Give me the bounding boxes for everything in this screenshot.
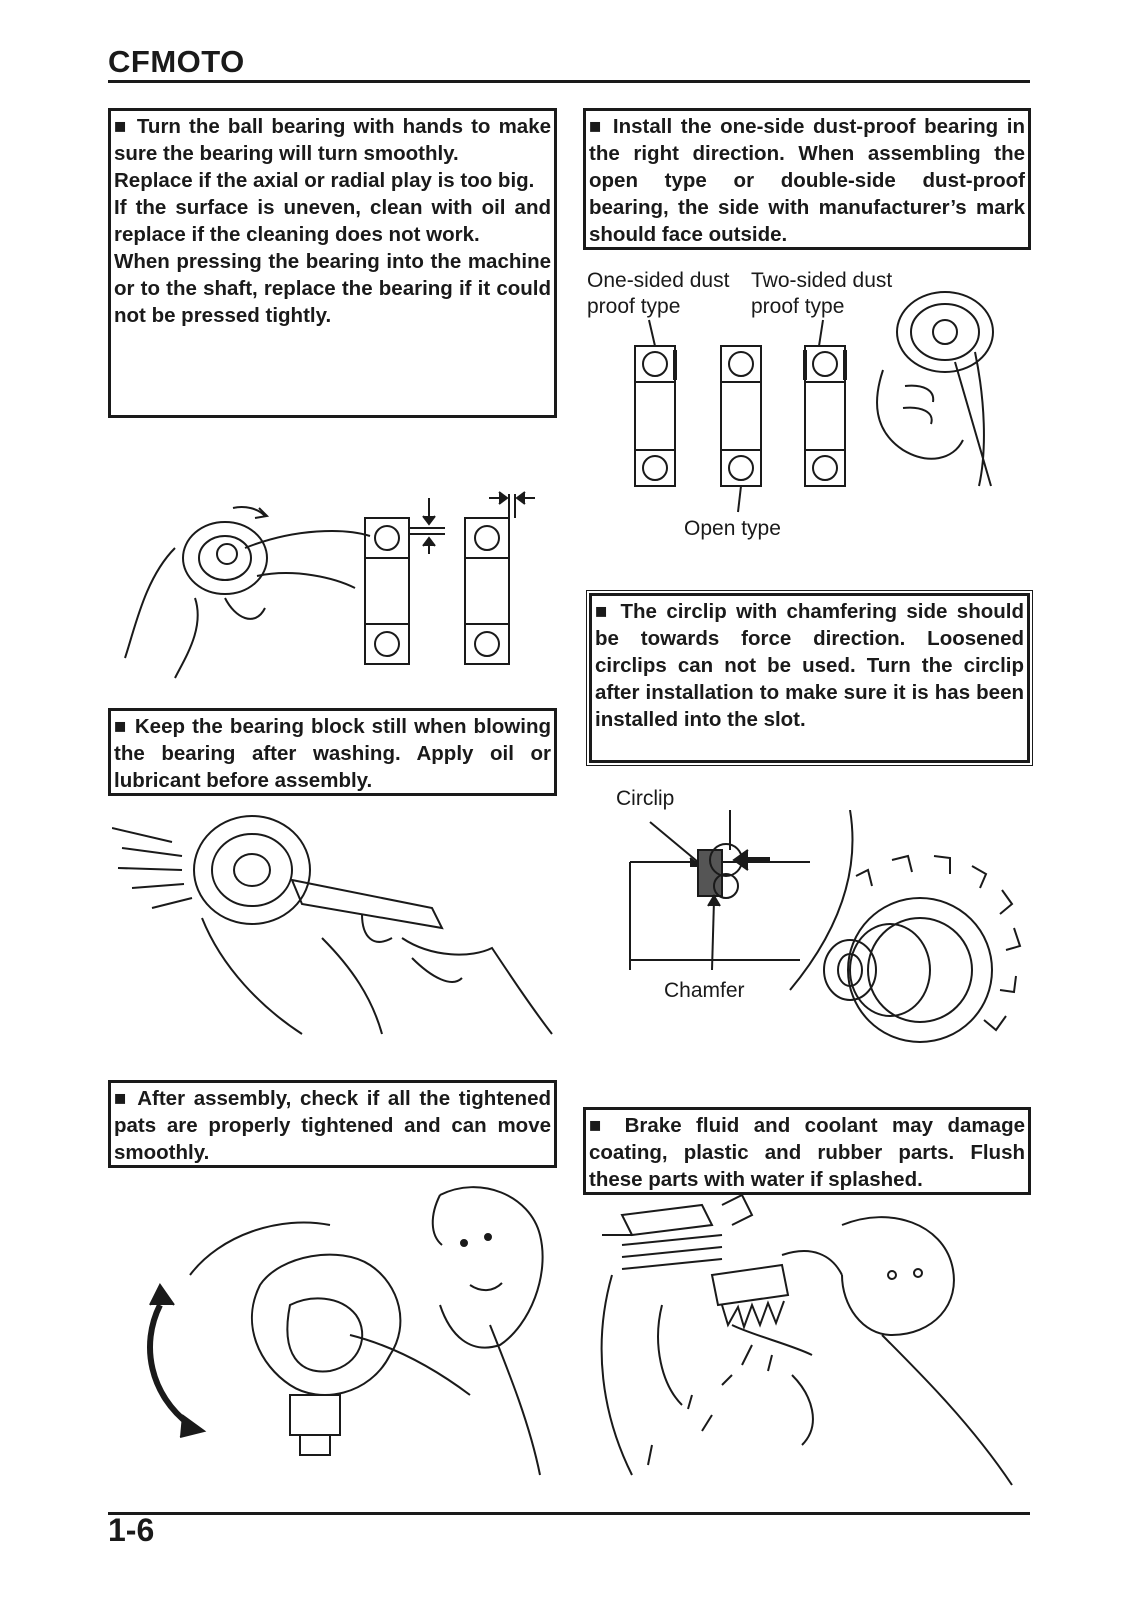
label-one-sided-line1: One-sided dust	[587, 269, 730, 292]
note-brake-fluid	[583, 1107, 1031, 1195]
label-open-type: Open type	[684, 517, 781, 540]
bearing-play-illustration	[115, 488, 555, 688]
label-one-sided-line2: proof type	[587, 295, 681, 318]
page-number: 1-6	[108, 1512, 155, 1548]
note-blowing-text: ■ Keep the bearing block still when blowing the bearing after washing. Apply oil or lubricant before assembly.	[114, 715, 551, 792]
label-chamfer: Chamfer	[664, 979, 745, 1002]
footer-rule	[108, 1512, 1030, 1515]
label-circlip: Circlip	[616, 787, 675, 810]
note-assembly-check-text: ■ After assembly, check if all the tightened pats are properly tightened and can move smoothly.	[114, 1087, 551, 1164]
note-ball-bearing-line: When pressing the bearing into the machine or to the shaft, replace the bearing if it could not be pressed tightly.	[114, 250, 551, 327]
note-circlip-text: ■ The circlip with chamfering side should be towards force direction. Loosened circlips can not be used. Turn the circlip after installation to make sure it is has been installed into the slot.	[595, 600, 1024, 731]
note-ball-bearing-line: If the surface is uneven, clean with oil and replace if the cleaning does not work.	[114, 196, 551, 246]
note-blowing	[108, 708, 557, 796]
assembly-check-illustration	[130, 1175, 550, 1485]
note-assembly-check	[108, 1080, 557, 1168]
note-circlip	[589, 593, 1030, 763]
label-two-sided-line1: Two-sided dust	[751, 269, 893, 292]
header-rule	[108, 80, 1030, 83]
label-two-sided-line2: proof type	[751, 295, 845, 318]
brake-fluid-illustration	[592, 1195, 1022, 1495]
blowing-bearing-illustration	[112, 808, 557, 1038]
header-brand: CFMOTO	[108, 44, 245, 79]
bearing-types-illustration	[583, 290, 1023, 520]
circlip-gear-illustration	[620, 810, 1030, 1060]
note-ball-bearing-line: Replace if the axial or radial play is too big.	[114, 169, 535, 192]
note-dust-proof	[583, 108, 1031, 250]
note-ball-bearing-line: ■ Turn the ball bearing with hands to make sure the bearing will turn smoothly.	[114, 115, 551, 165]
note-dust-proof-text: ■ Install the one-side dust-proof bearing in the right direction. When assembling the open type or double-side dust-proof bearing, the side with manufacturer’s mark should face outside.	[589, 115, 1025, 246]
note-brake-fluid-text: ■ Brake fluid and coolant may damage coating, plastic and rubber parts. Flush these parts with water if splashed.	[589, 1114, 1025, 1191]
note-ball-bearing	[108, 108, 557, 418]
